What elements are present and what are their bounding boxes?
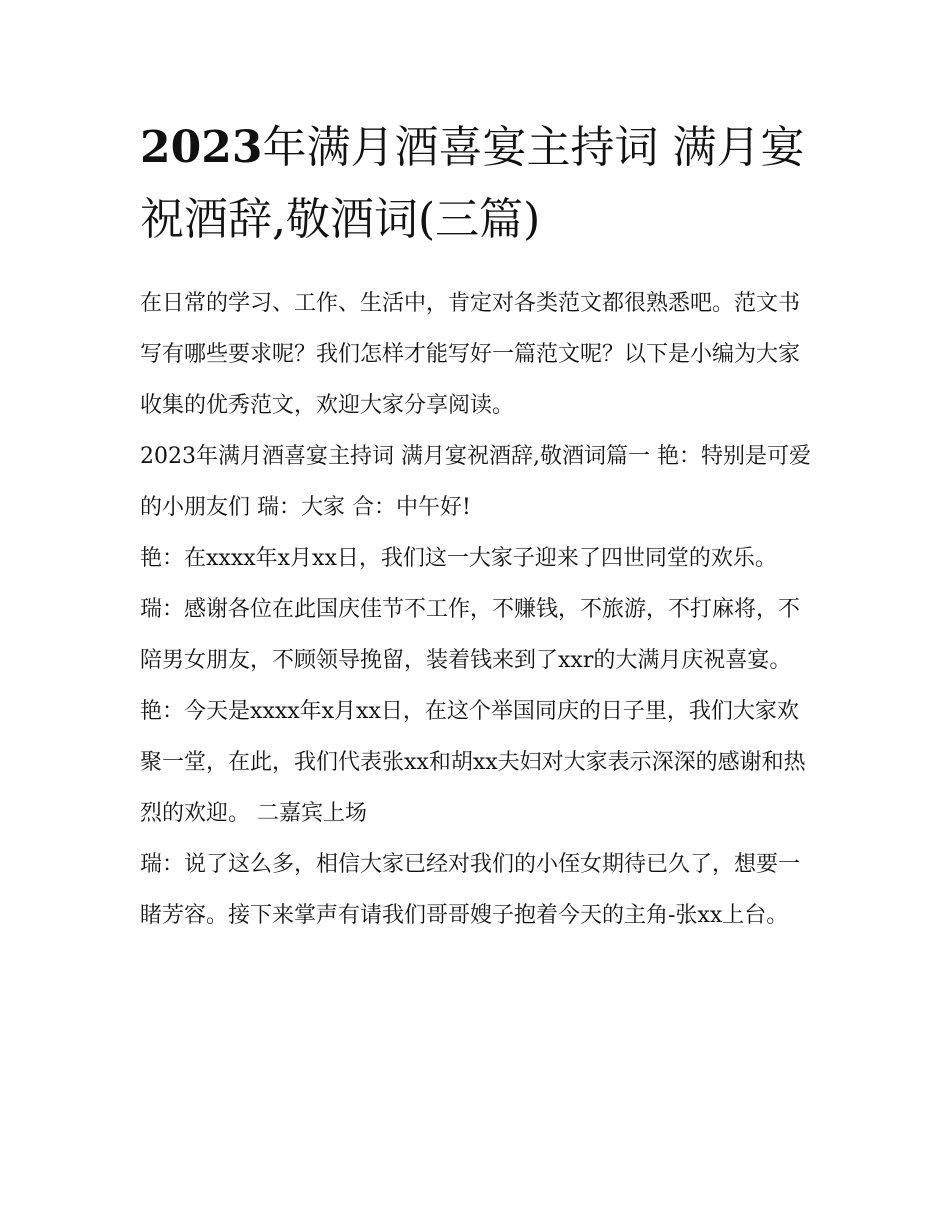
document-title	[140, 112, 820, 256]
section-heading-paragraph: 2023年满月酒喜宴主持词 满月宴祝酒辞,敬酒词篇一 艳：特别是可爱的小朋友们 瑞：大家 合：中午好!	[140, 444, 811, 520]
document-body	[140, 278, 820, 941]
body-paragraph: 瑞：感谢各位在此国庆佳节不工作，不赚钱，不旅游，不打麻将，不陪男女朋友，不顾领导挽留，装着钱来到了xxr的大满月庆祝喜宴。	[140, 597, 801, 673]
title-text: 年满月酒喜宴主持词 满月宴祝酒辞,敬酒词(三篇)	[140, 122, 805, 245]
title-year: 2023	[140, 122, 263, 173]
body-paragraph: 瑞：说了这么多，相信大家已经对我们的小侄女期待已久了，想要一睹芳容。接下来掌声有请我们哥哥嫂子抱着今天的主角-张xx上台。	[140, 852, 801, 928]
intro-paragraph: 在日常的学习、工作、生活中，肯定对各类范文都很熟悉吧。范文书写有哪些要求呢？我们怎样才能写好一篇范文呢？以下是小编为大家收集的优秀范文，欢迎大家分享阅读。	[140, 291, 801, 418]
body-paragraph: 艳：在xxxx年x月xx日，我们这一大家子迎来了四世同堂的欢乐。	[140, 546, 777, 571]
body-paragraph: 艳：今天是xxxx年x月xx日，在这个举国同庆的日子里，我们大家欢聚一堂，在此，我们代表张xx和胡xx夫妇对大家表示深深的感谢和热烈的欢迎。 二嘉宾上场	[140, 699, 806, 826]
